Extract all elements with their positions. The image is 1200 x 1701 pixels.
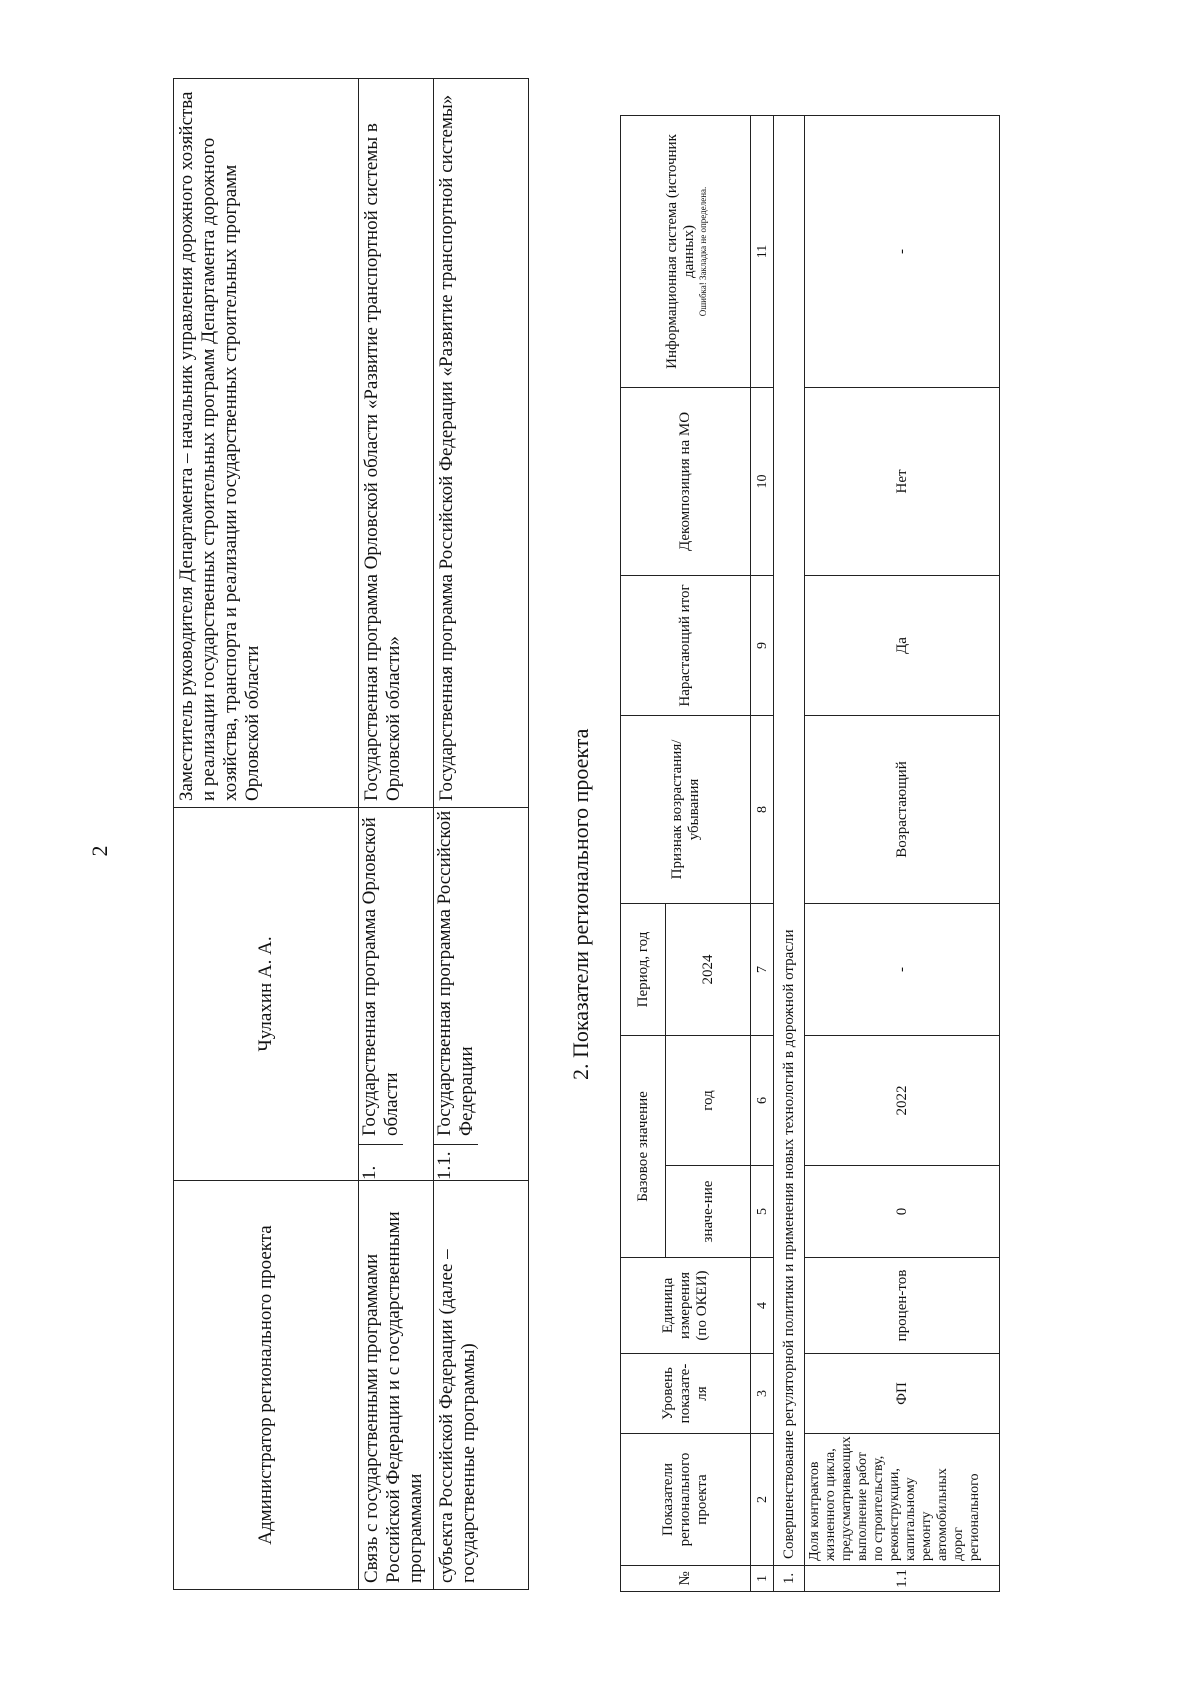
index-cell: 1	[751, 1566, 774, 1592]
group-num: 1.	[774, 1566, 805, 1592]
row-period-value: -	[805, 903, 1000, 1035]
index-cell: 9	[751, 575, 774, 715]
row-indicator: Доля контрактов жизненного цикла, предусматривающих выполнение работ по строительству, реконструкции, капитальному ремонту автомобильных дорог регионального	[805, 1434, 1000, 1566]
header-info-error: Ошибка! Закладка не определена.	[697, 186, 708, 317]
row-unit: процен-тов	[805, 1258, 1000, 1354]
header-indicator: Показатели регионального проекта	[621, 1434, 751, 1566]
header-trend: Признак возрастания/ убывания	[621, 715, 751, 903]
header-base-value: значе-ние	[666, 1166, 751, 1258]
link-label-1: Связь с государственными программами Российской Федерации и с государственными программами	[359, 1181, 434, 1590]
project-info-table	[173, 78, 529, 1590]
table-row	[805, 115, 1000, 1591]
program-1-full: Государственная программа Орловской области «Развитие транспортной системы в Орловской области»	[359, 79, 434, 808]
index-cell: 6	[751, 1035, 774, 1165]
program-row-1	[359, 79, 434, 1590]
program-1-cell	[359, 808, 434, 1181]
index-cell: 10	[751, 387, 774, 575]
admin-row	[174, 79, 359, 1590]
index-cell: 2	[751, 1434, 774, 1566]
row-num: 1.1	[805, 1566, 1000, 1592]
header-cumulative: Нарастающий итог	[621, 575, 751, 715]
index-cell: 8	[751, 715, 774, 903]
row-base-year: 2022	[805, 1035, 1000, 1165]
index-cell: 11	[751, 115, 774, 387]
program-2-name: Государственная программа Российской Федерации	[434, 810, 477, 1136]
program-1-name: Государственная программа Орловской области	[359, 817, 402, 1136]
indicators-table-wrapper	[620, 115, 1000, 1592]
header-period: Период, год	[621, 903, 666, 1035]
admin-position: Заместитель руководителя Департамента – начальник управления дорожного хозяйства и реализации государственных строительных программ Департамента дорожного хозяйства, транспорта и реализации государственных строительных программ Орловской области	[174, 79, 359, 808]
program-1-num: 1.	[359, 1144, 403, 1180]
row-info-system: -	[805, 115, 1000, 387]
row-level: ФП	[805, 1354, 1000, 1434]
index-cell: 3	[751, 1354, 774, 1434]
index-cell: 7	[751, 903, 774, 1035]
row-base-value: 0	[805, 1166, 1000, 1258]
group-title: Совершенствование регуляторной политики и применения новых технологий в дорожной отрасли	[774, 115, 805, 1565]
admin-person: Чулахин А. А.	[174, 808, 359, 1181]
header-level: Уровень показате-ля	[621, 1354, 751, 1434]
program-row-2	[434, 79, 529, 1590]
header-base: Базовое значение	[621, 1035, 666, 1257]
index-cell: 5	[751, 1166, 774, 1258]
program-2-num: 1.1.	[434, 1144, 478, 1180]
program-2-full: Государственная программа Российской Федерации «Развитие транспортной системы»	[434, 79, 529, 808]
index-cell: 4	[751, 1258, 774, 1354]
header-info-system-label: Информационная система (источник данных)	[663, 134, 697, 369]
header-row-1	[621, 115, 666, 1591]
header-base-year: год	[666, 1035, 751, 1165]
row-cumulative: Да	[805, 575, 1000, 715]
header-num: №	[621, 1566, 751, 1592]
header-unit: Единица измерения (по ОКЕИ)	[621, 1258, 751, 1354]
index-row	[751, 115, 774, 1591]
row-decomposition: Нет	[805, 387, 1000, 575]
page-number: 2	[87, 845, 112, 857]
row-trend: Возрастающий	[805, 715, 1000, 903]
header-period-year: 2024	[666, 903, 751, 1035]
header-decomposition: Декомпозиция на МО	[621, 387, 751, 575]
link-label-2: субъекта Российской Федерации (далее – государственные программы)	[434, 1181, 529, 1590]
project-info-table-wrapper	[173, 78, 529, 1590]
admin-label: Администратор регионального проекта	[174, 1181, 359, 1590]
indicators-table	[620, 115, 1000, 1592]
program-2-cell	[434, 808, 529, 1181]
section-2-title: 2. Показатели регионального проекта	[568, 728, 593, 1080]
group-row	[774, 115, 805, 1591]
header-info-system	[621, 115, 751, 387]
